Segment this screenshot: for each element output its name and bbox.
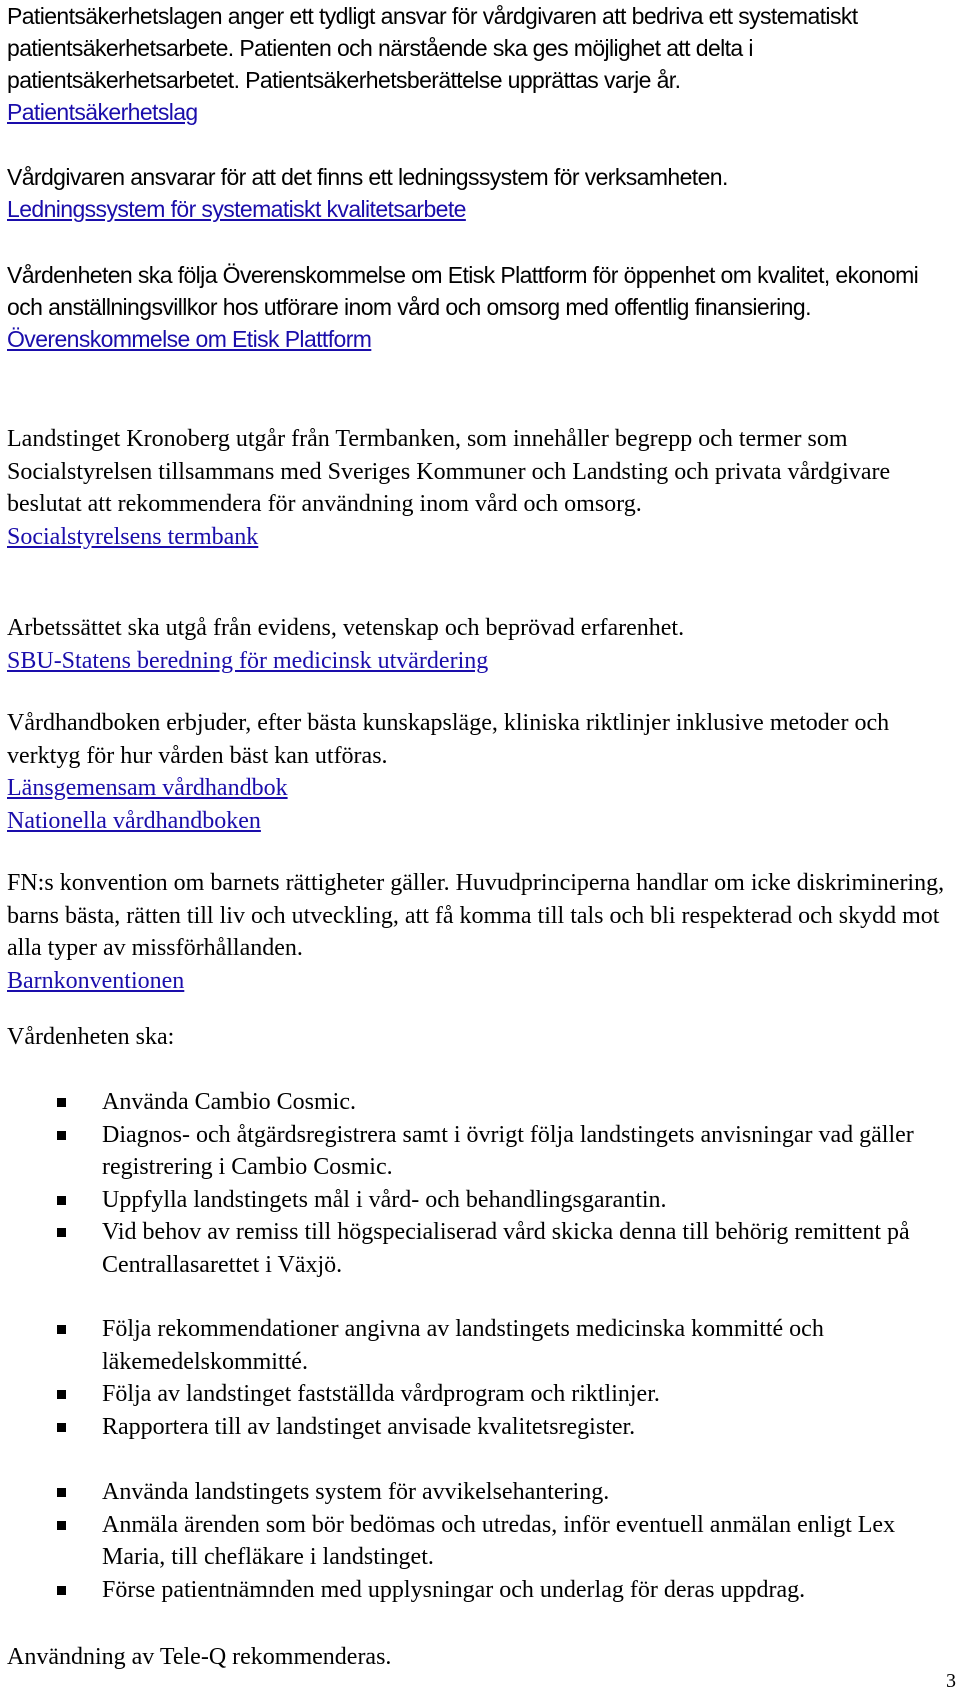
paragraph-text: Vårdhandboken erbjuder, efter bästa kunskapsläge, kliniska riktlinjer inklusive metoder och verktyg för hur vården bäst kan utföras. xyxy=(7,710,890,769)
paragraph-text: Användning av Tele-Q rekommenderas. xyxy=(7,1644,392,1670)
list-item: Vid behov av remiss till högspecialiserad vård skicka denna till behörig remittent på Centrallasarettet i Växjö. xyxy=(0,1216,952,1281)
list-item: Följa rekommendationer angivna av landstingets medicinska kommitté och läkemedelskommitté. xyxy=(0,1313,952,1378)
link-lansgemensam-vardhandbok[interactable]: Länsgemensam vårdhandbok xyxy=(7,775,288,801)
list-item: Diagnos- och åtgärdsregistrera samt i övrigt följa landstingets anvisningar vad gäller registrering i Cambio Cosmic. xyxy=(0,1119,952,1184)
list-item: Använda landstingets system för avvikelsehantering. xyxy=(0,1476,952,1509)
paragraph-patient-safety xyxy=(7,0,907,128)
link-socialstyrelsens-termbank[interactable]: Socialstyrelsens termbank xyxy=(7,523,259,550)
list-item: Uppfylla landstingets mål i vård- och behandlingsgarantin. xyxy=(0,1184,952,1217)
link-barnkonventionen[interactable]: Barnkonventionen xyxy=(7,967,185,994)
page-number: 3 xyxy=(946,1670,956,1692)
requirements-list-2 xyxy=(0,1313,952,1443)
paragraph-ethical-platform xyxy=(7,259,947,355)
list-item: Anmäla ärenden som bör bedömas och utredas, inför eventuell anmälan enligt Lex Maria, till chefläkare i landstinget. xyxy=(0,1509,952,1574)
requirements-list-3 xyxy=(0,1476,952,1606)
list-item: Rapportera till av landstinget anvisade kvalitetsregister. xyxy=(0,1411,952,1444)
paragraph-text: Arbetssättet ska utgå från evidens, vetenskap och beprövad erfarenhet. xyxy=(7,615,685,641)
paragraph-text: Landstinget Kronoberg utgår från Termbanken, som innehåller begrepp och termer som Socialstyrelsen tillsammans med Sveriges Kommuner och Landsting och privata vårdgivare beslutat att rekommendera för användning inom vård och omsorg. xyxy=(7,426,891,517)
paragraph-text: Vårdenheten ska: xyxy=(7,1024,175,1050)
requirements-list-1 xyxy=(0,1086,952,1281)
link-etisk-plattform[interactable]: Överenskommelse om Etisk Plattform xyxy=(7,326,372,352)
paragraph-management-system xyxy=(7,161,947,225)
paragraph-child-convention xyxy=(7,867,952,997)
paragraph-care-handbook xyxy=(7,707,947,837)
list-item: Förse patientnämnden med upplysningar och underlag för deras uppdrag. xyxy=(0,1574,952,1607)
paragraph-text: FN:s konvention om barnets rättigheter gäller. Huvudprinciperna handlar om icke diskriminering, barns bästa, rätten till liv och utveckling, att få komma till tals och bli respekterad och skydd mot alla typer av missförhållanden. xyxy=(7,870,945,961)
list-item: Följa av landstinget fastställda vårdprogram och riktlinjer. xyxy=(0,1378,952,1411)
paragraph-tele-q xyxy=(7,1641,907,1674)
paragraph-text: Vårdenheten ska följa Överenskommelse om Etisk Plattform för öppenhet om kvalitet, ekonomi och anställningsvillkor hos utförare inom vård och omsorg med offentlig finansiering. xyxy=(7,262,919,320)
list-item: Använda Cambio Cosmic. xyxy=(0,1086,952,1119)
link-patientsakerhetslag[interactable]: Patientsäkerhetslag xyxy=(7,99,198,125)
link-ledningssystem[interactable]: Ledningssystem för systematiskt kvalitetsarbete xyxy=(7,196,466,222)
paragraph-termbank xyxy=(7,423,952,553)
link-nationella-vardhandboken[interactable]: Nationella vårdhandboken xyxy=(7,807,261,834)
paragraph-text: Vårdgivaren ansvarar för att det finns ett ledningssystem för verksamheten. xyxy=(7,164,728,190)
paragraph-evidence xyxy=(7,612,952,677)
paragraph-text: Patientsäkerhetslagen anger ett tydligt ansvar för vårdgivaren att bedriva ett systematiskt patientsäkerhetsarbete. Patienten och närstående ska ges möjlighet att delta i patientsäkerhetsarbetet. Patientsäkerhetsberättelse upprättas varje år. xyxy=(7,3,858,93)
paragraph-care-unit-intro xyxy=(7,1021,907,1054)
link-sbu[interactable]: SBU-Statens beredning för medicinsk utvärdering xyxy=(7,647,489,674)
